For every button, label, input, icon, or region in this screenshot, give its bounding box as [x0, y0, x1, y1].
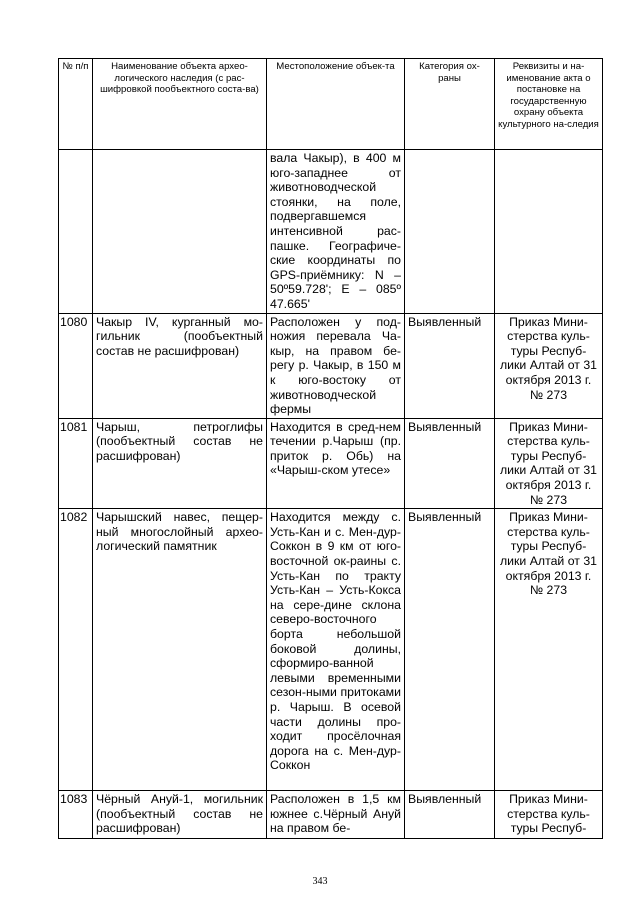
row-number: 1082 — [59, 509, 93, 791]
header-name: Наименование объекта архео-логического наследия (с рас-шифровкой пообъектного соста-ва) — [93, 59, 267, 150]
row-number: 1080 — [59, 313, 93, 418]
table-row — [59, 418, 603, 509]
protection-act: Приказ Мини-стерства куль-туры Респуб-лики Алтай от 31 октября 2013 г. № 273 — [495, 313, 603, 418]
object-location: вала Чакыр), в 400 м юго-западнее от животноводческой стоянки, на поле, подвергавшемся интенсивной рас-пашке. Географиче-ские координаты по GPS-приёмнику: N – 50º59.728'; E – 085º 47.665' — [267, 150, 405, 314]
protection-category: Выявленный — [405, 509, 495, 791]
object-location: Находится между с. Усть-Кан и с. Мен-дур-Соккон в 9 км от юго-восточной ок-раины с. Усть-Кан по тракту Усть-Кан – Усть-Кокса на сере-дине склона северо-восточного борта небольшой боковой долины, сформиро-ванной левыми временными сезон-ными притоками р. Чарыш. В осевой части долины про-ходит просёлочная дорога на с. Мен-дур-Соккон — [267, 509, 405, 791]
object-location: Расположен в 1,5 км южнее с.Чёрный Ануй на правом бе- — [267, 791, 405, 839]
object-name: Чарыш, петроглифы (пообъектный состав не расшифрован) — [93, 418, 267, 509]
page-number: 343 — [312, 876, 328, 887]
object-name: Чёрный Ануй-1, могильник (пообъектный состав не расшифрован) — [93, 791, 267, 839]
table-row — [59, 313, 603, 418]
protection-act: Приказ Мини-стерства куль-туры Респуб-лики Алтай от 31 октября 2013 г. № 273 — [495, 418, 603, 509]
row-number: 1081 — [59, 418, 93, 509]
table-header-row — [59, 59, 603, 150]
table-row — [59, 791, 603, 839]
object-name — [93, 150, 267, 314]
protection-category: Выявленный — [405, 418, 495, 509]
object-location: Находится в сред-нем течении р.Чарыш (пр. приток р. Обь) на «Чарыш-ском утесе» — [267, 418, 405, 509]
header-act: Реквизиты и на-именование акта о постановке на государственную охрану объекта культурного на-следия — [495, 59, 603, 150]
object-name: Чарышский навес, пещер-ный многослойный архео-логический памятник — [93, 509, 267, 791]
protection-category — [405, 150, 495, 314]
protection-category: Выявленный — [405, 791, 495, 839]
header-category: Категория ох-раны — [405, 59, 495, 150]
header-num: № п/п — [59, 59, 93, 150]
protection-act — [495, 150, 603, 314]
header-location: Местоположение объек-та — [267, 59, 405, 150]
protection-category: Выявленный — [405, 313, 495, 418]
protection-act: Приказ Мини-стерства куль-туры Респуб-лики Алтай от 31 октября 2013 г. № 273 — [495, 509, 603, 791]
heritage-objects-table — [58, 58, 603, 839]
object-name: Чакыр IV, курганный мо-гильник (пообъектный состав не расшифрован) — [93, 313, 267, 418]
object-location: Расположен у под-ножия перевала Ча-кыр, на правом бе-регу р. Чакыр, в 150 м к юго-востоку от животноводческой фермы — [267, 313, 405, 418]
table-row — [59, 150, 603, 314]
table-row — [59, 509, 603, 791]
row-number — [59, 150, 93, 314]
protection-act: Приказ Мини-стерства куль-туры Респуб- — [495, 791, 603, 839]
row-number: 1083 — [59, 791, 93, 839]
